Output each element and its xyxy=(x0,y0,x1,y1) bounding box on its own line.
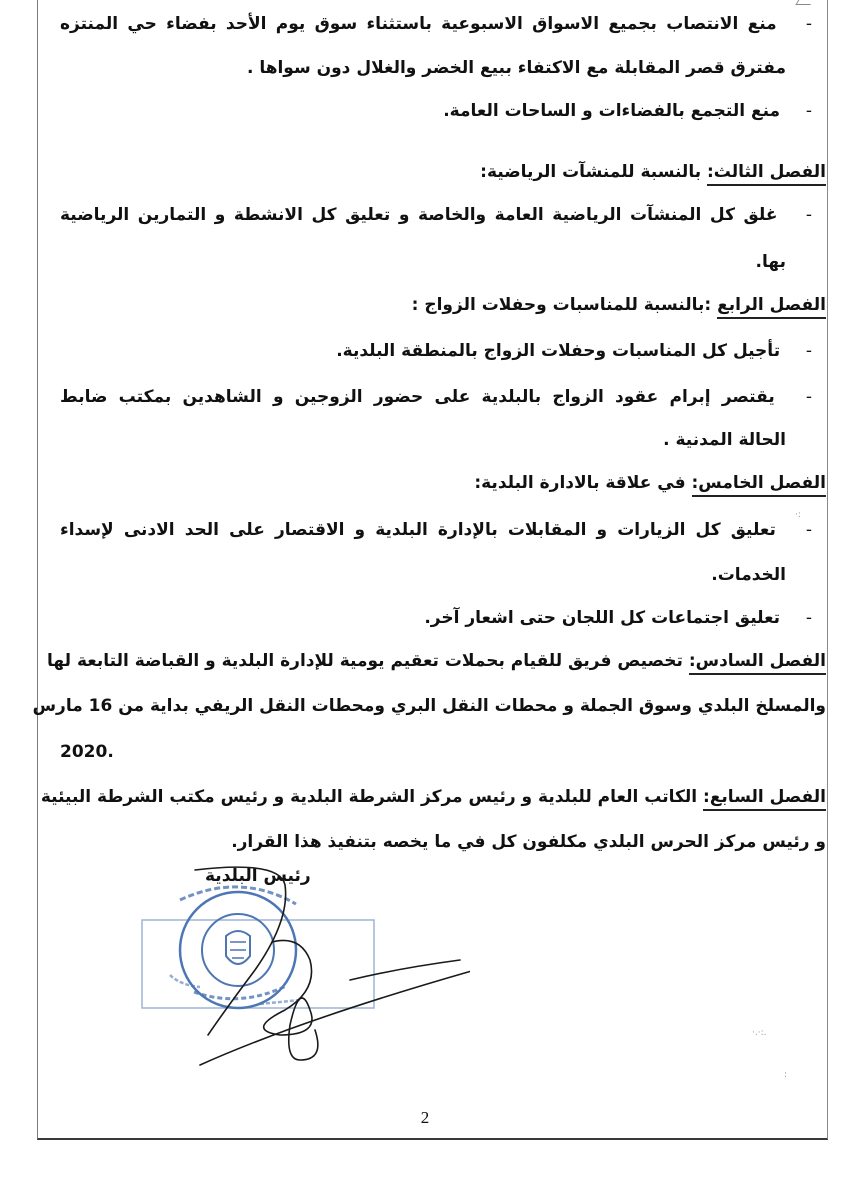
chapter-heading-6 xyxy=(47,649,826,673)
list-item xyxy=(60,385,812,409)
bullet-dash: - xyxy=(805,14,812,34)
list-item xyxy=(443,99,812,123)
bullet-dash: - xyxy=(805,608,812,628)
list-item-text: تأجيل كل المناسبات وحفلات الزواج بالمنطقة البلدية. xyxy=(336,341,781,361)
chapter-body-line: والمسلخ البلدي وسوق الجملة و محطات النقل البري ومحطات النقل الريفي بداية من 16 مارس xyxy=(32,696,826,716)
chapter-body-text: الكاتب العام للبلدية و رئيس مركز الشرطة البلدية و رئيس مكتب الشرطة البيئية xyxy=(40,787,704,807)
chapter-heading-3 xyxy=(480,160,826,184)
signature-stroke xyxy=(350,960,460,980)
scan-noise: ·.·:. xyxy=(752,1028,767,1038)
scan-noise: : xyxy=(784,1070,788,1080)
list-item-continuation: مفترق قصر المقابلة مع الاكتفاء ببيع الخضر والغلال دون سواها . xyxy=(246,58,786,78)
chapter-label: الفصل الخامس: xyxy=(692,473,827,497)
list-item-text: غلق كل المنشآت الرياضية العامة والخاصة و تعليق كل الانشطة و التمارين الرياضية xyxy=(60,205,778,225)
chapter-heading-4 xyxy=(412,293,826,317)
page-number: 2 xyxy=(420,1108,430,1127)
list-item-text: تعليق كل الزيارات و المقابلات بالإدارة البلدية و الاقتصار على الحد الادنى لإسداء xyxy=(60,520,776,540)
signature-stroke xyxy=(264,940,318,1060)
list-item xyxy=(424,606,812,630)
bullet-dash: - xyxy=(805,520,812,540)
chapter-label: الفصل السابع: xyxy=(703,787,826,811)
chapter-body-line: .2020 xyxy=(60,742,114,762)
signer-title: رئيس البلدية xyxy=(205,866,311,886)
bullet-dash: - xyxy=(805,205,812,225)
chapter-body-line: و رئيس مركز الحرس البلدي مكلفون كل في ما يخصه بتنفيذ هذا القرار. xyxy=(231,832,826,852)
chapter-heading-7 xyxy=(40,785,826,809)
list-item xyxy=(60,12,812,36)
chapter-heading-5 xyxy=(474,471,826,495)
chapter-body-text: تخصيص فريق للقيام بحملات تعقيم يومية للإدارة البلدية و القباضة التابعة لها xyxy=(47,651,689,671)
page-corner-mark xyxy=(795,0,815,5)
chapter-title: :بالنسبة للمناسبات وحفلات الزواج : xyxy=(411,295,718,315)
list-item-text: يقتصر إبرام عقود الزواج بالبلدية على حضور الزوجين و الشاهدين بمكتب ضابط xyxy=(60,387,775,407)
list-item xyxy=(336,339,812,363)
chapter-title: في علاقة بالادارة البلدية: xyxy=(474,473,692,493)
bullet-dash: - xyxy=(805,101,812,121)
signature-stroke xyxy=(195,867,286,1035)
chapter-label: الفصل السادس: xyxy=(689,651,826,675)
chapter-label: الفصل الثالث: xyxy=(707,162,826,186)
bullet-dash: - xyxy=(805,387,812,407)
scan-noise: ·: xyxy=(795,510,801,520)
chapter-label: الفصل الرابع xyxy=(717,295,826,319)
list-item-text: تعليق اجتماعات كل اللجان حتى اشعار آخر. xyxy=(424,608,781,628)
list-item-continuation: الخدمات. xyxy=(711,565,786,585)
list-item xyxy=(60,203,812,227)
chapter-title: بالنسبة للمنشآت الرياضية: xyxy=(480,162,707,182)
bullet-dash: - xyxy=(805,341,812,361)
list-item-continuation: بها. xyxy=(755,252,786,272)
list-item xyxy=(60,518,812,542)
handwritten-signature xyxy=(150,860,470,1090)
list-item-text: منع الانتصاب بجميع الاسواق الاسبوعية باستثناء سوق يوم الأحد بفضاء حي المنتزه xyxy=(60,14,777,34)
list-item-text: منع التجمع بالفضاءات و الساحات العامة. xyxy=(443,101,781,121)
list-item-continuation: الحالة المدنية . xyxy=(663,430,786,450)
signature-stroke xyxy=(200,970,470,1065)
